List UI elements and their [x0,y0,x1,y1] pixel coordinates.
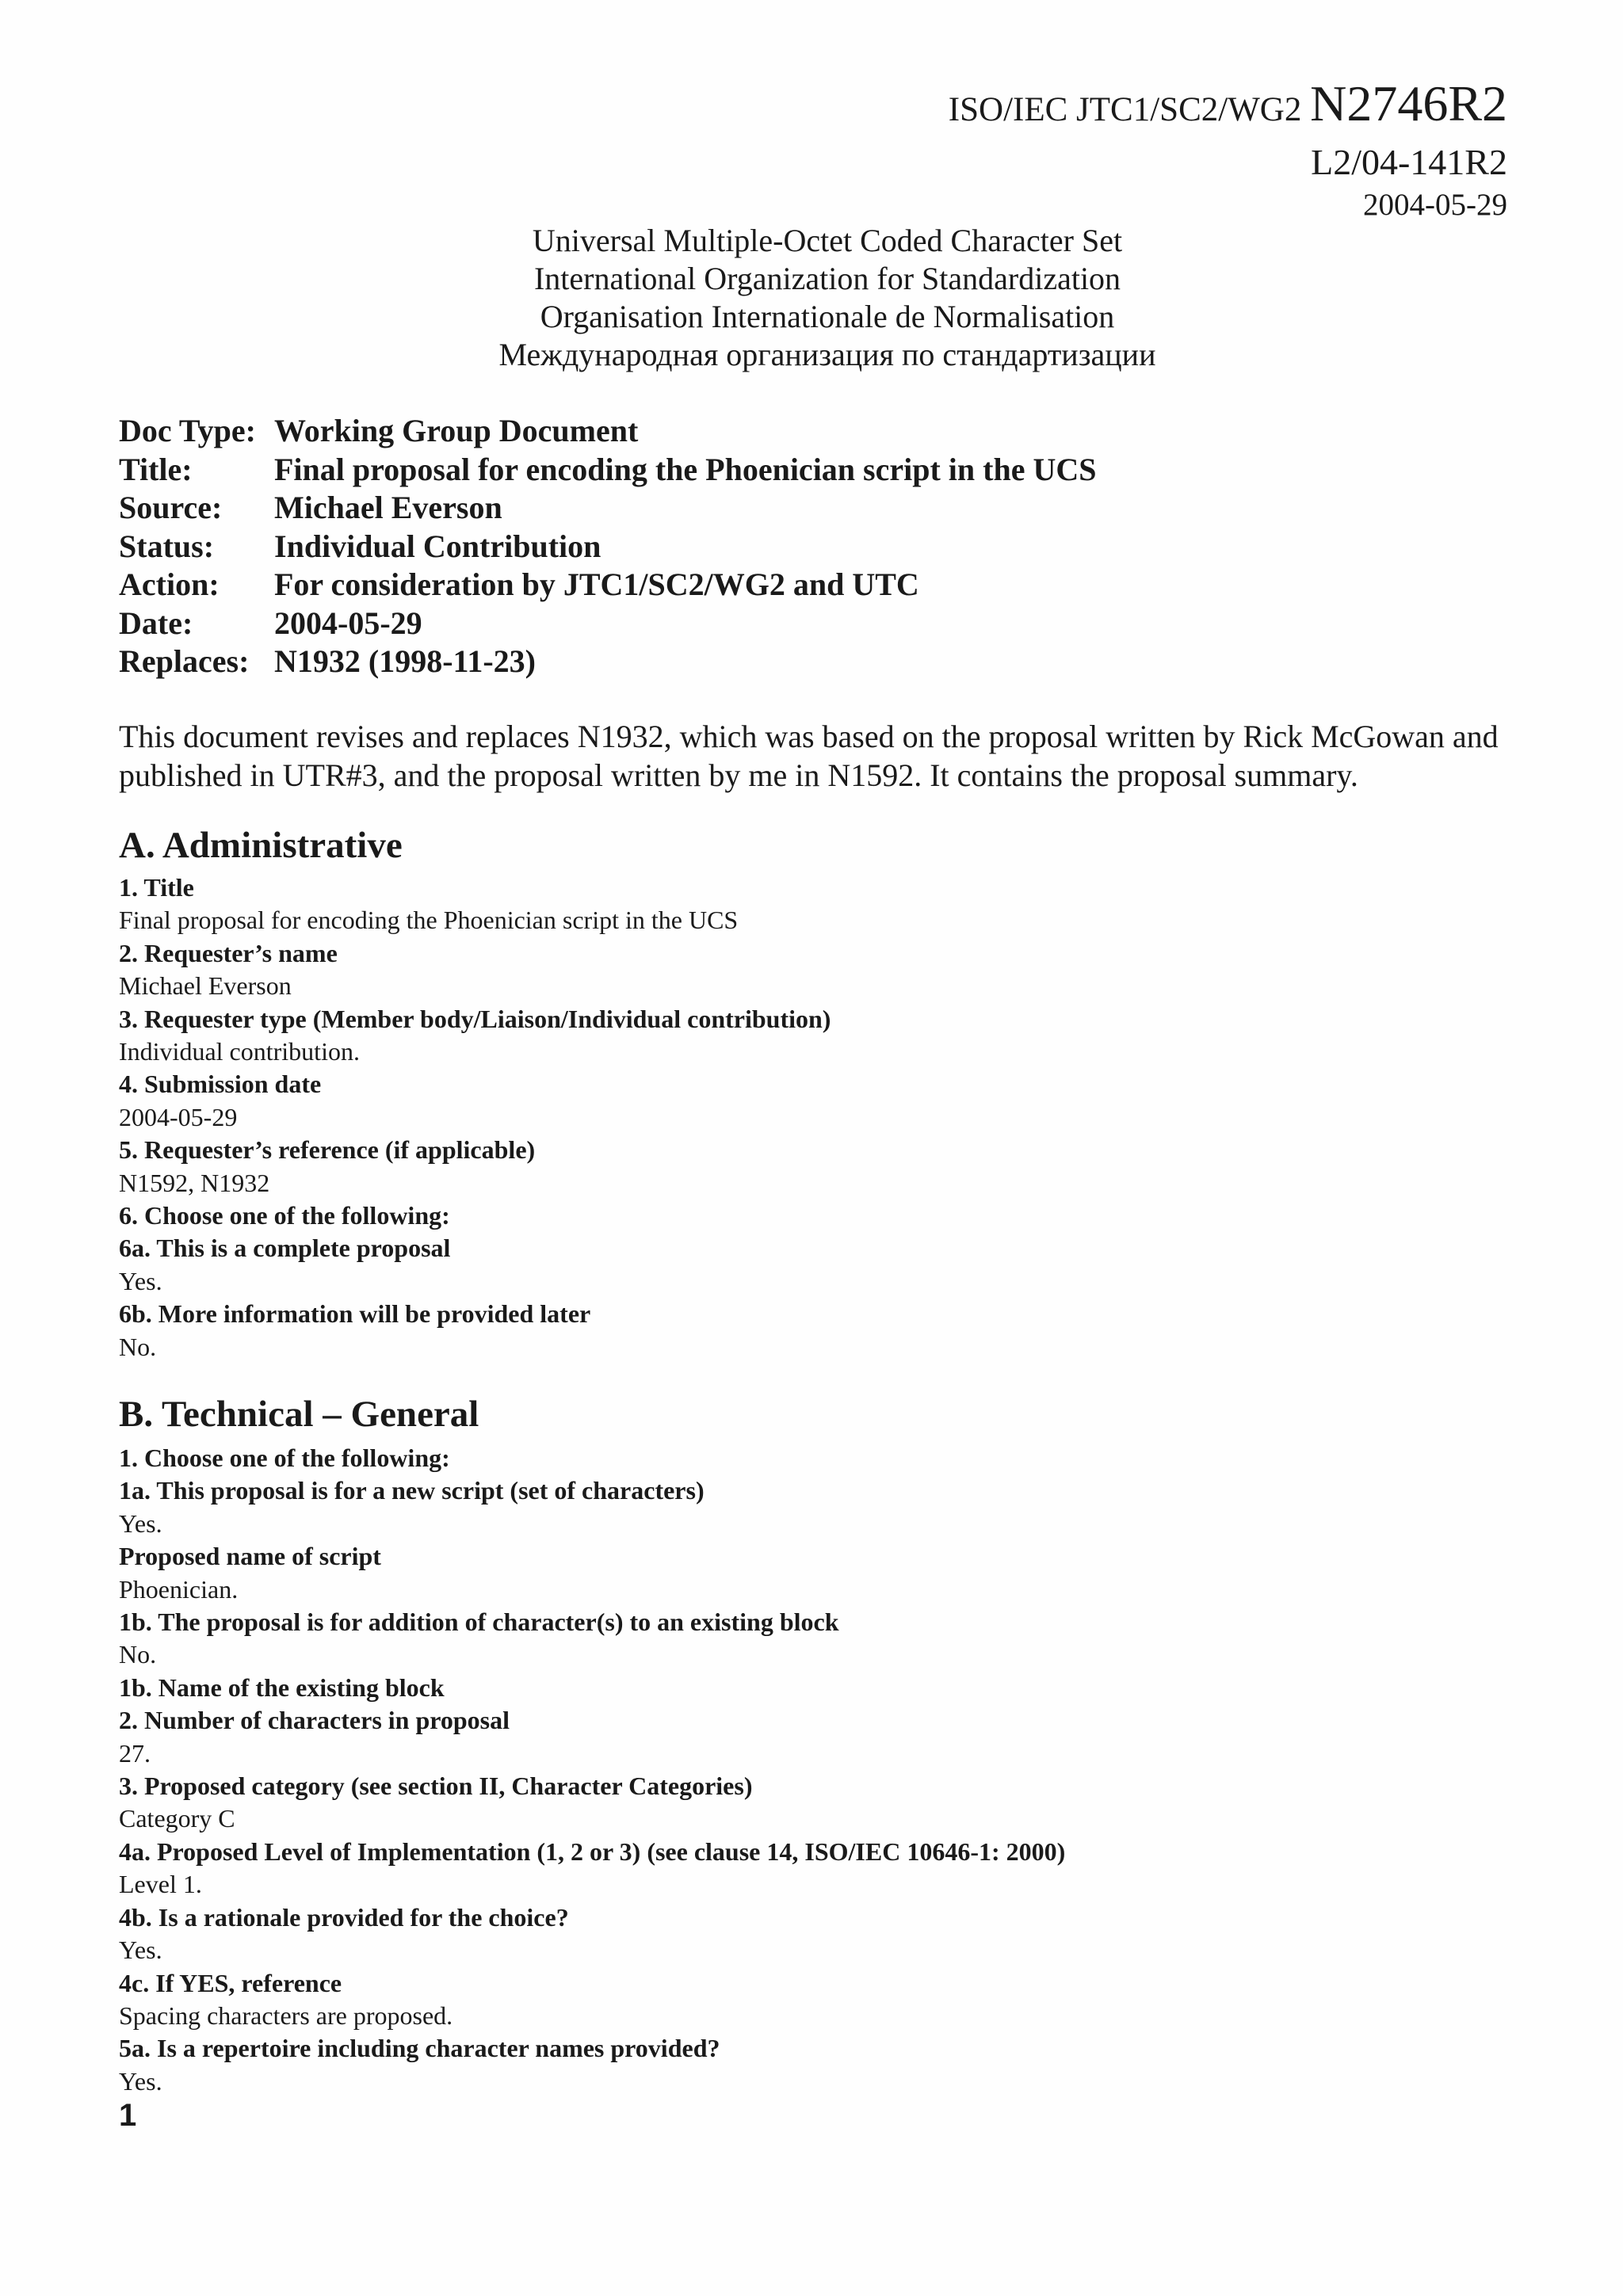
question-line: 3. Requester type (Member body/Liaison/Individual contribution) [119,1004,831,1033]
section-b-heading: B. Technical – General [119,1394,479,1435]
intro-paragraph: This document revises and replaces N1932, which was based on the proposal written by Rick McGowan and published in UTR#3, and the proposal written by me in N1592. It contains the proposal summary. [119,719,1499,793]
meta-value: N1932 (1998-11-23) [274,643,536,679]
question-line: 1b. Name of the existing block [119,1672,445,1702]
meta-value: Michael Everson [274,490,502,525]
doc-identifier [949,76,1507,132]
answer-line: Yes. [119,2066,162,2096]
meta-row [119,643,1097,681]
meta-value: Working Group Document [274,413,639,448]
answer-line: Yes. [119,1266,162,1295]
answer-line: 2004-05-29 [119,1102,238,1131]
question-line: 4b. Is a rationale provided for the choice? [119,1902,569,1932]
answer-line: Category C [119,1804,235,1833]
org-line: International Organization for Standardization [533,261,1121,296]
page-number: 1 [119,2098,137,2133]
meta-value: 2004-05-29 [274,605,422,641]
section-b-list [119,1442,1065,2098]
meta-value: For consideration by JTC1/SC2/WG2 and UTC [274,566,919,602]
question-line: Proposed name of script [119,1542,381,1571]
meta-key: Date: [119,605,193,641]
answer-line: N1592, N1932 [119,1168,270,1197]
doc-number: N2746R2 [1310,75,1507,132]
metadata-table [119,412,1097,681]
question-line: 4c. If YES, reference [119,1968,342,1997]
question-line: 5a. Is a repertoire including character names provided? [119,2034,720,2063]
meta-row [119,566,1097,605]
l2-number: L2/04-141R2 [1311,142,1507,182]
question-line: 1. Title [119,873,194,902]
org-line: Universal Multiple-Octet Coded Character Set [532,223,1123,258]
section-a-list [119,871,831,1363]
meta-key: Status: [119,528,215,564]
answer-line: Individual contribution. [119,1037,360,1066]
answer-line: No. [119,1640,157,1669]
doc-prefix: ISO/IEC JTC1/SC2/WG2 [948,91,1302,128]
answer-line: No. [119,1332,157,1361]
section-a-heading: A. Administrative [119,825,403,866]
meta-key: Doc Type: [119,413,256,448]
question-line: 5. Requester’s reference (if applicable) [119,1135,536,1165]
answer-line: Yes. [119,1936,162,1965]
question-line: 1a. This proposal is for a new script (set of characters) [119,1476,705,1505]
meta-value: Individual Contribution [274,528,601,564]
org-line: Международная организация по стандартизации [498,337,1156,372]
answer-line: Phoenician. [119,1574,239,1604]
question-line: 6. Choose one of the following: [119,1201,450,1230]
meta-key: Source: [119,490,223,525]
question-line: 4a. Proposed Level of Implementation (1, 2 or 3) (see clause 14, ISO/IEC 10646-1: 2000) [119,1836,1066,1866]
answer-line: Yes. [119,1508,162,1538]
question-line: 2. Requester’s name [119,938,338,967]
question-line: 3. Proposed category (see section II, Character Categories) [119,1772,753,1801]
question-line: 4. Submission date [119,1070,322,1099]
meta-value: Final proposal for encoding the Phoenician script in the UCS [274,451,1097,487]
meta-row [119,451,1097,490]
answer-line: Level 1. [119,1870,202,1899]
answer-line: Spacing characters are proposed. [119,2000,453,2030]
org-line: Organisation Internationale de Normalisation [540,299,1115,334]
question-line: 2. Number of characters in proposal [119,1706,510,1735]
question-line: 6b. More information will be provided later [119,1299,591,1329]
meta-row [119,489,1097,528]
question-line: 6a. This is a complete proposal [119,1234,451,1263]
organization-block [0,222,1623,374]
meta-row [119,605,1097,643]
question-line: 1. Choose one of the following: [119,1444,450,1472]
meta-row [119,412,1097,451]
meta-key: Title: [119,451,193,487]
meta-key: Action: [119,566,220,602]
meta-key: Replaces: [119,643,250,679]
answer-line: Final proposal for encoding the Phoenician script in the UCS [119,906,739,935]
question-line: 1b. The proposal is for addition of character(s) to an existing block [119,1608,839,1637]
meta-row [119,528,1097,566]
answer-line: 27. [119,1738,151,1768]
header-date: 2004-05-29 [1363,188,1507,222]
answer-line: Michael Everson [119,971,292,1001]
